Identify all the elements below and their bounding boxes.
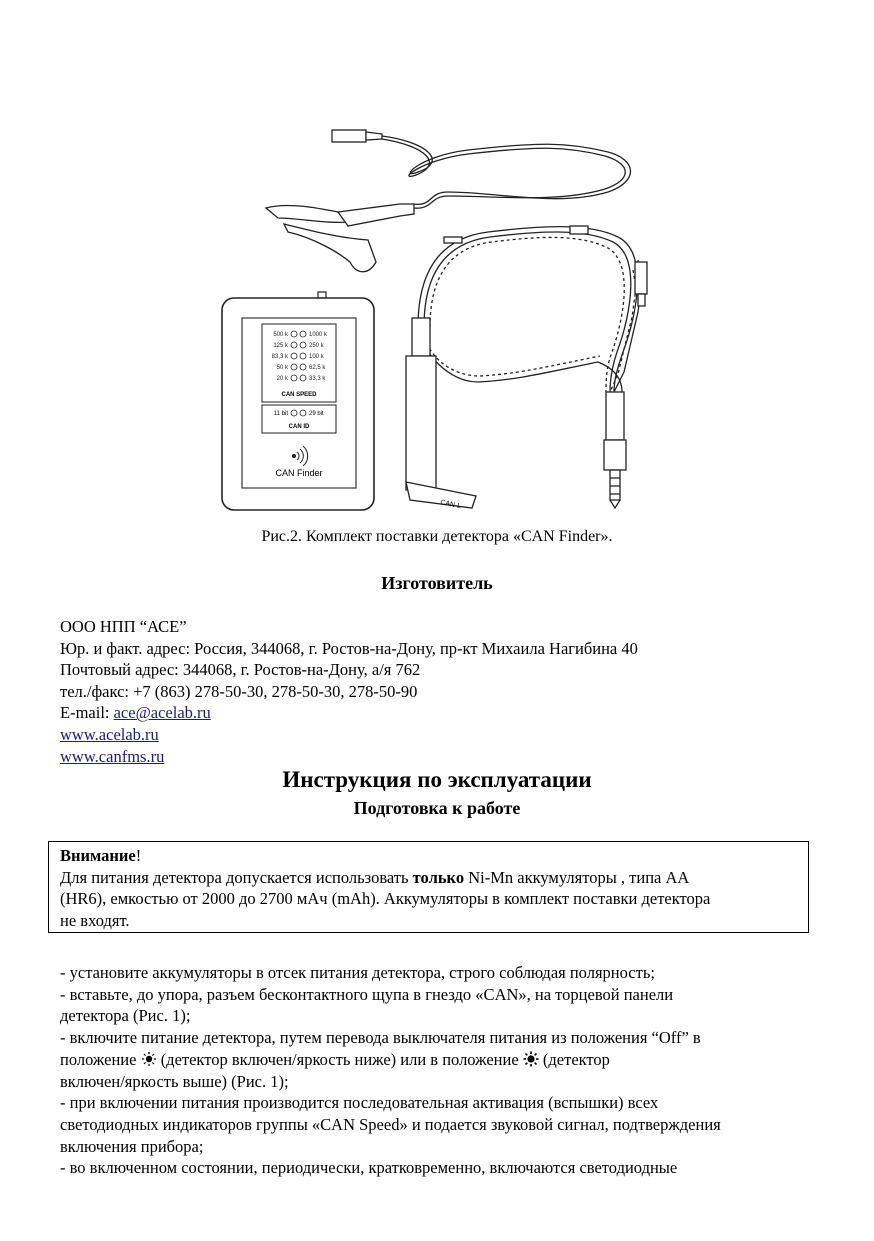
attention-label: Внимание [60,846,136,865]
step-line: светодиодных индикаторов группы «CAN Speed» и подается звуковой сигнал, подтверждения [60,1114,721,1134]
speed-led-left [291,331,297,337]
speed-label-left: 125 k [273,343,288,349]
preparation-steps [60,962,820,1179]
preparation-subtitle: Подготовка к работе [353,798,521,818]
speed-label-right: 1000 k [309,332,328,338]
step-line: включения прибора; [60,1136,204,1156]
website-link-acelab[interactable]: www.acelab.ru [60,724,159,744]
speed-led-right [300,353,306,359]
legal-address: Юр. и факт. адрес: Россия, 344068, г. Ростов-на-Дону, пр-кт Михаила Нагибина 40 [60,638,638,658]
speed-label-left: 500 k [273,332,288,338]
speed-led-right [300,364,306,370]
figure-caption: Рис.2. Комплект поставки детектора «CAN Finder». [261,528,613,545]
notice-emphasis: только [412,867,465,887]
step-line: - при включении питания производится последовательная активация (вспышки) всех [60,1093,659,1113]
notice-text: Ni-Mn аккумуляторы , типа АА [464,867,690,887]
speed-label-right: 250 k [309,343,324,349]
led-11bit [291,410,297,416]
step-text: (детектор [538,1049,610,1069]
email-label: E-mail: [60,703,114,723]
step-text: (детектор включен/яркость ниже) или в положение [156,1049,523,1069]
speed-led-left [291,353,297,359]
can-finder-kit-figure [218,112,666,514]
email-line [60,702,638,724]
speed-label-right: 33,3 k [309,376,326,382]
id-29bit-label: 29 bit [309,411,324,417]
alligator-clip [266,204,414,272]
step-line: - установите аккумуляторы в отсек питания детектора, строго соблюдая полярность; [60,963,655,982]
device-name: CAN Finder [275,468,323,478]
manufacturer-contacts [60,616,638,767]
probe-label: CAN-L [439,499,462,511]
company-name: ООО НПП “АСЕ” [60,617,187,636]
step-line: включен/яркость выше) (Рис. 1); [60,1071,289,1091]
speed-label-right: 62,5 k [309,365,326,371]
notice-text: Для питания детектора допускается использовать [60,867,413,887]
phone-fax: тел./факс: +7 (863) 278-50-30, 278-50-30, 278-50-90 [60,681,418,701]
contactless-probe [406,318,476,511]
speed-label-left: 50 k [276,365,288,371]
attention-exclaim: ! [135,846,142,865]
email-link[interactable]: ace@acelab.ru [113,703,211,723]
speed-label-left: 20 k [276,376,288,382]
can-id-label: CAN ID [288,424,310,430]
speed-led-right [300,331,306,337]
jack-plug [604,392,626,508]
notice-text: (HR6), емкостью от 2000 до 2700 мАч (mAh). Аккумуляторы в комплект поставки детектора [60,889,711,909]
speed-led-right [300,375,306,381]
manufacturer-heading: Изготовитель [381,573,493,593]
can-finder-device [222,292,374,510]
step-line: - вставьте, до упора, разъем бесконтактного щупа в гнездо «CAN», на торцевой панели [60,984,674,1004]
cable [382,136,631,204]
id-11bit-label: 11 bit [273,411,288,417]
step-line: - во включенном состоянии, периодически, кратковременно, включаются светодиодные [60,1158,678,1178]
speed-label-left: 83,3 k [271,354,288,360]
brightness-low-icon [141,1051,157,1067]
brightness-high-icon [523,1051,539,1067]
speed-led-left [291,364,297,370]
cable [382,139,625,208]
notice-text: не входят. [60,910,130,930]
step-line [60,1049,820,1071]
postal-address: Почтовый адрес: 344068, г. Ростов-на-Дону, а/я 762 [60,660,421,680]
step-text: положение [60,1049,141,1069]
speed-led-right [300,342,306,348]
instructions-title: Инструкция по эксплуатации [282,767,592,792]
led-29bit [300,410,306,416]
can-speed-label: CAN SPEED [281,392,317,398]
step-line: - включите питание детектора, путем перевода выключателя питания из положения “Off” в [60,1028,701,1048]
speed-led-left [291,342,297,348]
speed-label-right: 100 k [309,354,324,360]
speed-led-left [291,375,297,381]
step-line: детектора (Рис. 1); [60,1006,191,1026]
website-link-canfms[interactable]: www.canfms.ru [60,746,165,766]
twisted-cable [418,226,642,392]
pin-connector [332,130,382,142]
attention-notice-box [48,841,809,933]
